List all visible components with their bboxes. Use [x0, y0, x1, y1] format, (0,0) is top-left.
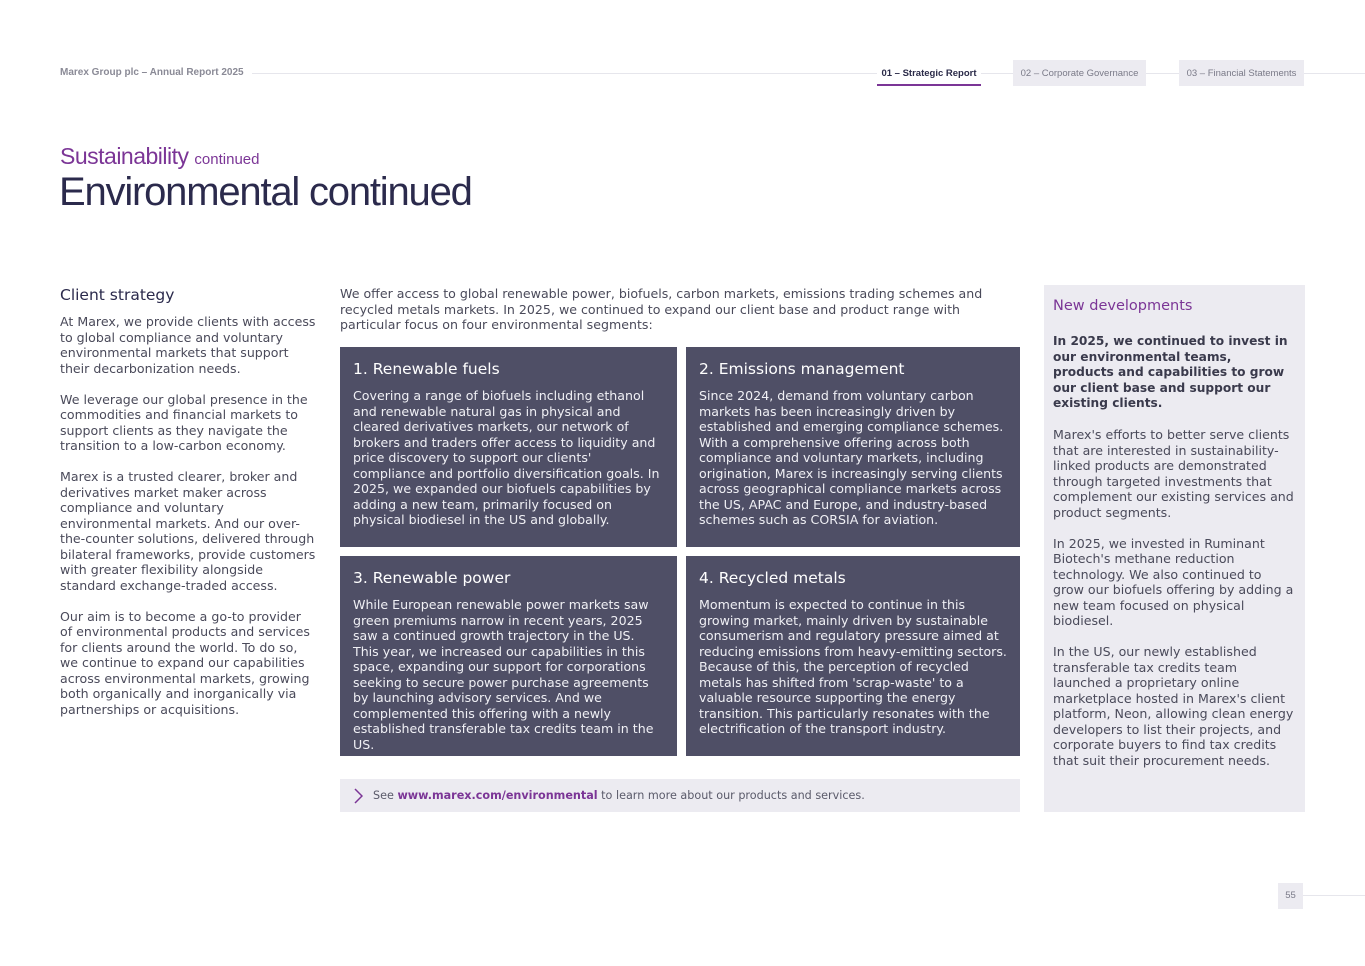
- tab-corporate-governance[interactable]: 02 – Corporate Governance: [1013, 60, 1146, 86]
- client-strategy-paragraph: Our aim is to become a go-to provider of environmental products and services for clients around the world. To do so, we continue to expand our capabilities across environmental markets, growing both organically and inorganically via partnerships or acquisitions.: [60, 608, 310, 717]
- new-developments-paragraph: In 2025, we invested in Ruminant Biotech's methane reduction technology. We also continued to grow our biofuels offering by adding a new team focused on physical biodiesel.: [1053, 535, 1294, 628]
- segment-title: 3. Renewable power: [353, 569, 511, 587]
- segment-body: Since 2024, demand from voluntary carbon markets has been increasingly driven by established and emerging compliance schemes. With a comprehensive offering across both compliance and voluntary markets, including origination, Marex is increasingly serving clients across geographical compliance markets across the US, APAC and Europe, and industry-based schemes such as CORSIA for aviation.: [699, 388, 1004, 527]
- segment-card-recycled-metals: [686, 556, 1020, 756]
- segment-title: 2. Emissions management: [699, 360, 905, 378]
- tab-financial-statements[interactable]: 03 – Financial Statements: [1179, 60, 1304, 86]
- segment-card-renewable-fuels: [340, 347, 677, 547]
- page-number: 55: [1278, 883, 1303, 909]
- section-kicker: Sustainability continued: [60, 143, 260, 169]
- environmental-link[interactable]: www.marex.com/environmental: [397, 789, 598, 802]
- segment-body: Momentum is expected to continue in this growing market, mainly driven by sustainable consumerism and regulatory pressure aimed at reducing emissions from heavy-emitting sectors. Because of this, the perception of recycled metals has shifted from 'scrap-waste' to a valuable resource supporting the energy transition. This particularly resonates with the electrification of the transport industry.: [699, 597, 1007, 736]
- client-strategy-paragraph: We leverage our global presence in the commodities and financial markets to support clients as they navigate the transition to a low-carbon economy.: [60, 391, 308, 453]
- client-strategy-column: [60, 286, 316, 733]
- new-developments-heading: New developments: [1053, 298, 1193, 314]
- see-more-suffix: to learn more about our products and services.: [601, 789, 865, 802]
- new-developments-lead: In 2025, we continued to invest in our environmental teams, products and capabilities to grow our client base and support our existing clients.: [1053, 334, 1288, 410]
- kicker-suffix: continued: [194, 151, 260, 168]
- new-developments-paragraph: In the US, our newly established transferable tax credits team launched a proprietary online marketplace hosted in Marex's client platform, Neon, allowing clean energy developers to list their projects, and corporate buyers to find tax credits that suit their procurement needs.: [1053, 644, 1294, 768]
- client-strategy-heading: Client strategy: [60, 286, 175, 304]
- report-name: Marex Group plc – Annual Report 2025: [60, 67, 252, 78]
- segment-title: 4. Recycled metals: [699, 569, 846, 587]
- segment-body: While European renewable power markets saw green premiums narrow in recent years, 2025 saw a continued growth trajectory in the US. This year, we increased our capabilities in this space, expanding our support for corporations seeking to secure power purchase agreements by launching advisory services. And we complemented this offering with a newly established transferable tax credits team in the US.: [353, 597, 654, 752]
- chevron-right-icon: [354, 788, 363, 804]
- segment-card-renewable-power: [340, 556, 677, 756]
- tab-strategic-report[interactable]: 01 – Strategic Report: [877, 60, 981, 86]
- segment-card-emissions-management: [686, 347, 1020, 547]
- segments-intro: We offer access to global renewable power, biofuels, carbon markets, emissions trading schemes and recycled metals markets. In 2025, we continued to expand our client base and product range with particular focus on four environmental segments:: [340, 286, 983, 332]
- see-more-bar: [340, 779, 1020, 812]
- segment-title: 1. Renewable fuels: [353, 360, 500, 378]
- page-title: Environmental continued: [59, 170, 472, 214]
- new-developments-panel: [1044, 285, 1305, 812]
- segment-body: Covering a range of biofuels including ethanol and renewable natural gas in physical and cleared derivatives markets, our network of brokers and traders offer access to liquidity and price discovery to support our clients' compliance and portfolio diversification goals. In 2025, we expanded our biofuels capabilities by adding a new team, primarily focused on physical biodiesel in the US and globally.: [353, 388, 660, 527]
- client-strategy-paragraph: Marex is a trusted clearer, broker and derivatives market maker across compliance and voluntary environmental markets. And our over-the-counter solutions, delivered through bilateral frameworks, provide customers with greater flexibility alongside standard exchange-traded access.: [60, 469, 316, 593]
- new-developments-paragraph: Marex's efforts to better serve clients that are interested in sustainability-linked products are demonstrated through targeted investments that complement our existing services and product segments.: [1053, 427, 1294, 520]
- see-more-prefix: See: [373, 789, 394, 802]
- client-strategy-paragraph: At Marex, we provide clients with access to global compliance and voluntary environmental markets that support their decarbonization needs.: [60, 314, 316, 376]
